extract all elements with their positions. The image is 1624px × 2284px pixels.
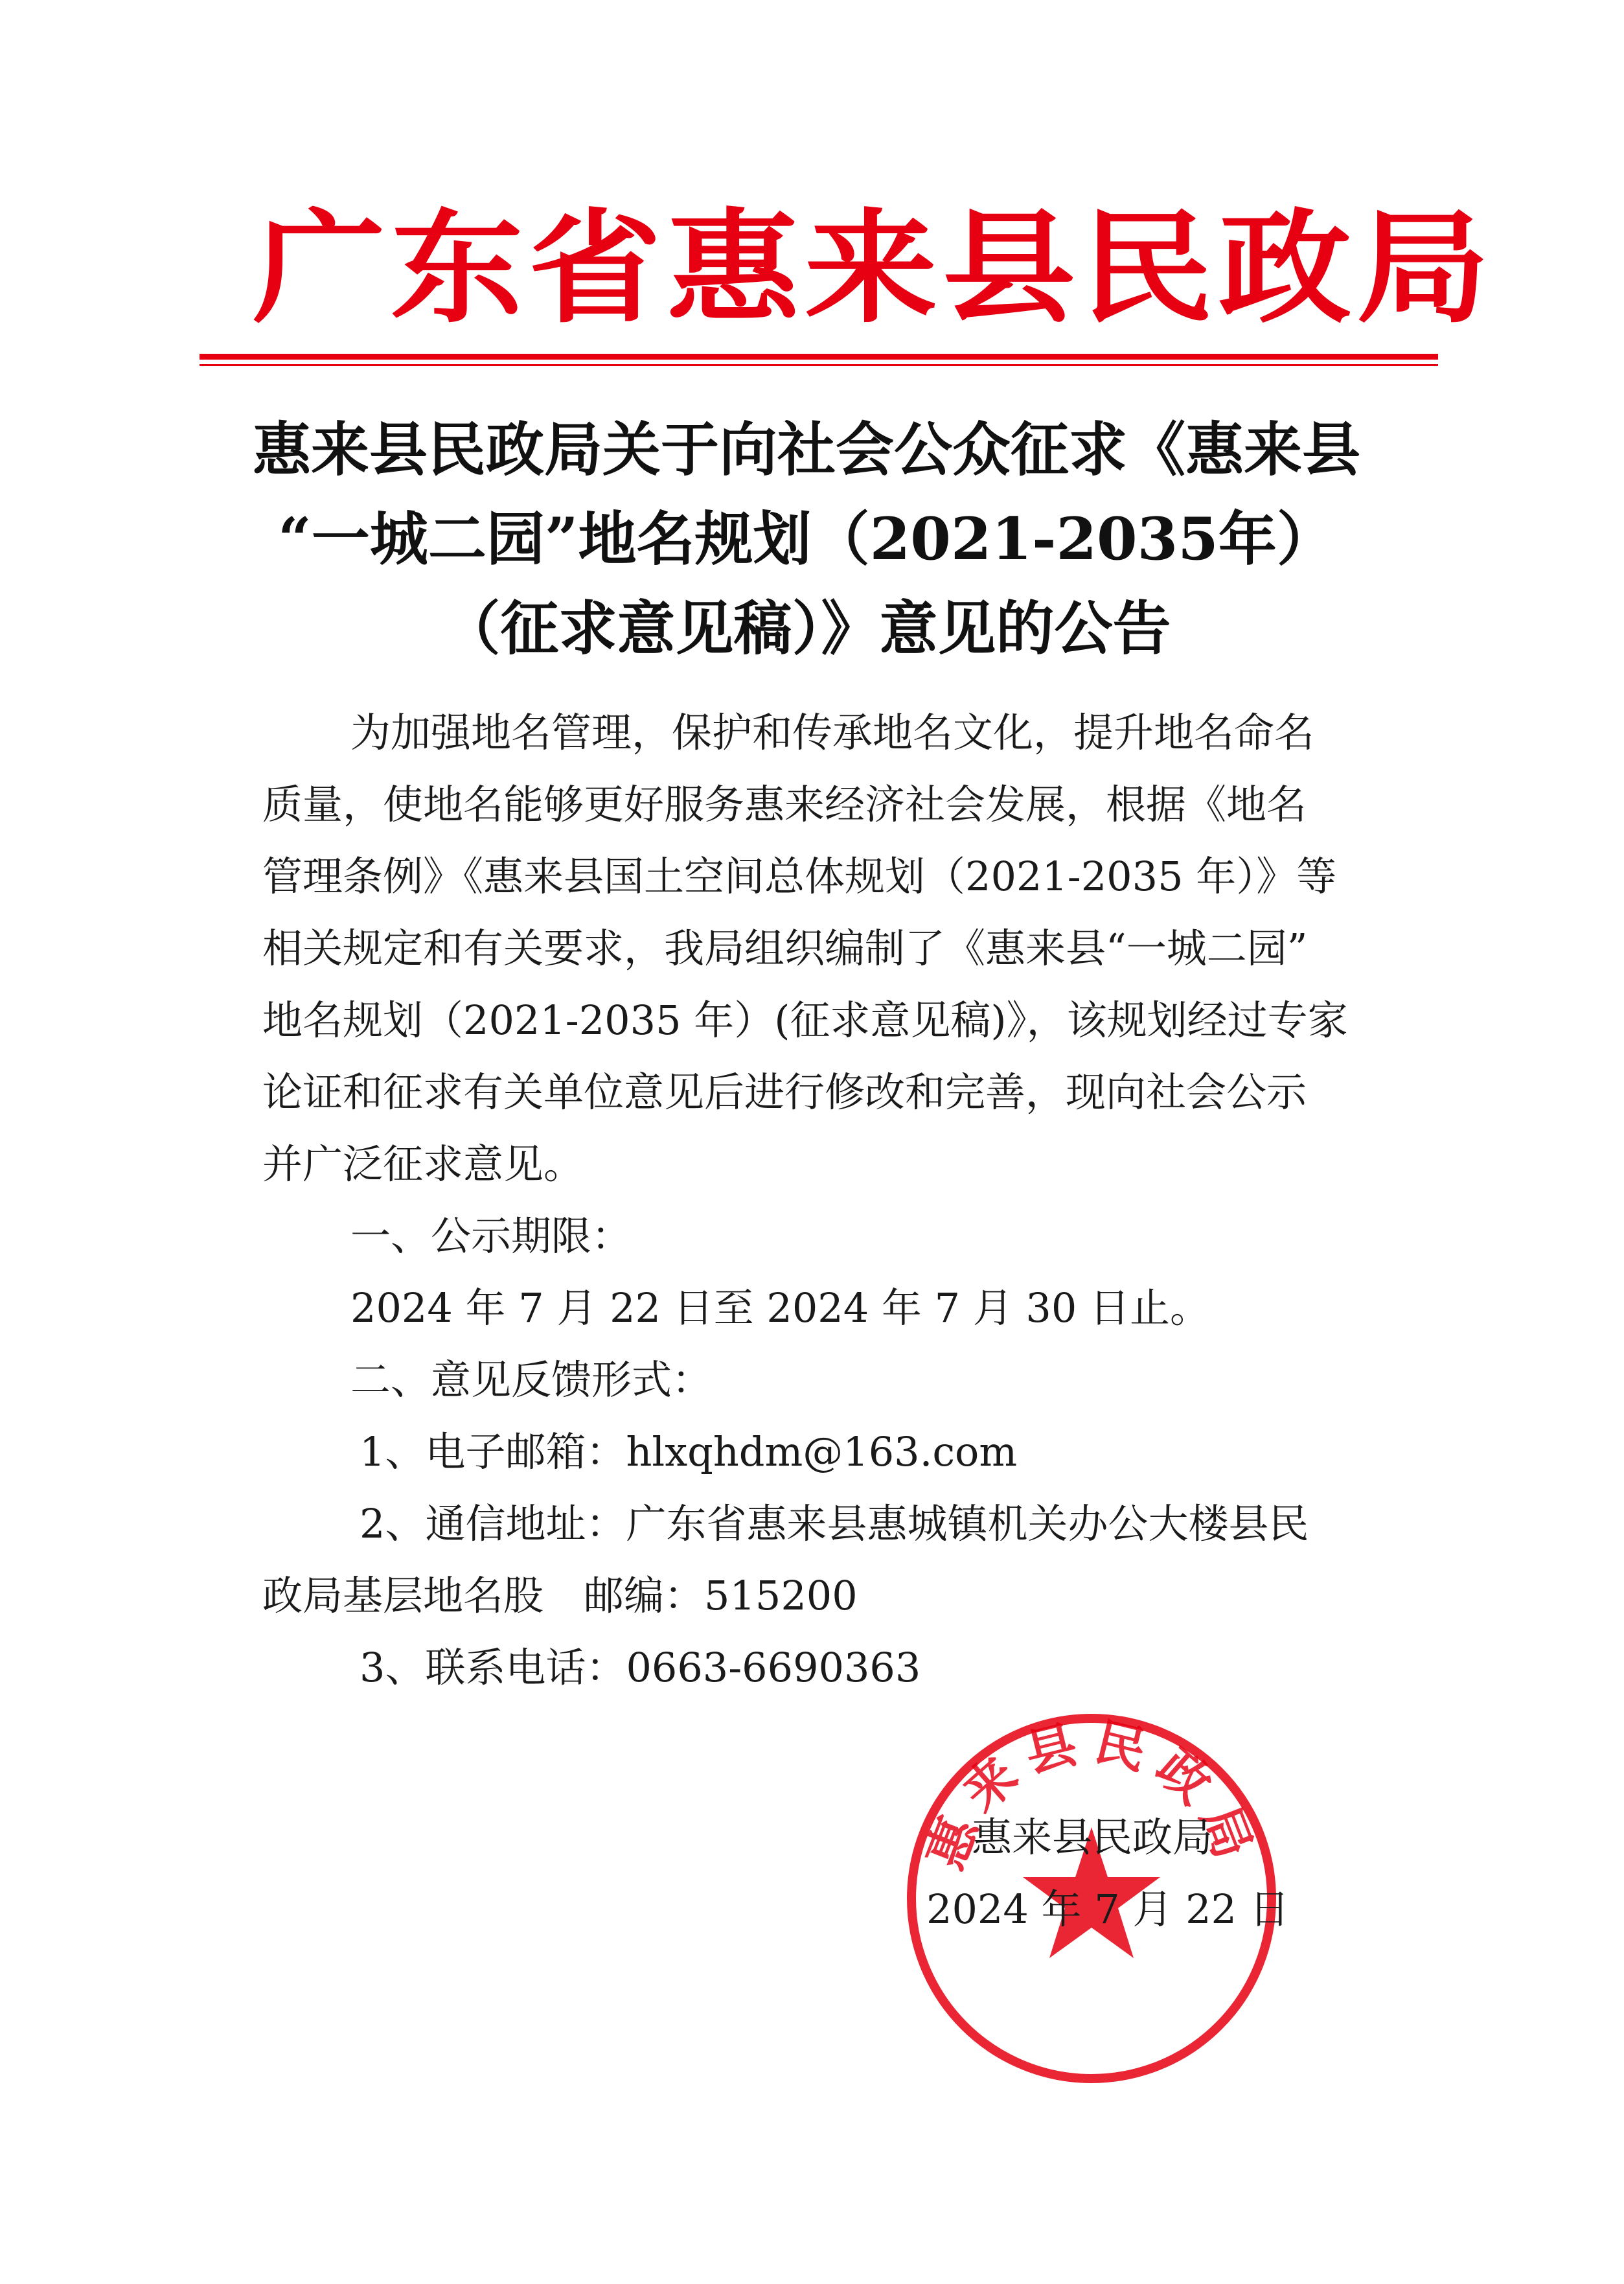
title-line-2: “一城二园”地名规划（2021-2035年） — [278, 505, 1335, 573]
signature-date: 2024 年 7 月 22 日 — [926, 1886, 1290, 1933]
phone-line: 3、联系电话：0663-6690363 — [360, 1644, 921, 1691]
letterhead-rule-thick — [200, 354, 1438, 360]
address-line-1: 2、通信地址：广东省惠来县惠城镇机关办公大楼县民 — [360, 1500, 1309, 1547]
intro-line-4: 相关规定和有关要求，我局组织编制了《惠来县“一城二园” — [262, 925, 1308, 972]
title-line-3: （征求意见稿）》意见的公告 — [442, 594, 1171, 663]
section1-heading: 一、公示期限： — [350, 1212, 632, 1260]
signature-block — [842, 1801, 1334, 1945]
section2-heading: 二、意见反馈形式： — [350, 1356, 713, 1403]
section1-content: 2024 年 7 月 22 日至 2024 年 7 月 30 日止。 — [350, 1284, 1211, 1332]
seal-text: 惠来县民政局 — [916, 1713, 1267, 1878]
intro-line-7: 并广泛征求意见。 — [262, 1140, 584, 1188]
letterhead-rule-thin — [200, 364, 1438, 366]
signature-org: 惠来县民政局 — [972, 1814, 1213, 1861]
email-line: 1、电子邮箱：hlxqhdm@163.com — [360, 1428, 1018, 1475]
notice-body — [262, 697, 1402, 1703]
intro-line-1: 为加强地名管理，保护和传承地名文化，提升地名命名 — [350, 709, 1315, 756]
letterhead-org-name: 广东省惠来县民政局 — [253, 198, 1494, 340]
title-line-1: 惠来县民政局关于向社会公众征求《惠来县 — [253, 415, 1360, 484]
intro-line-3: 管理条例》《惠来县国土空间总体规划（2021-2035 年）》等 — [262, 853, 1337, 900]
intro-line-2: 质量，使地名能够更好服务惠来经济社会发展，根据《地名 — [262, 781, 1307, 828]
intro-line-6: 论证和征求有关单位意见后进行修改和完善，现向社会公示 — [262, 1068, 1307, 1116]
notice-title — [214, 405, 1399, 673]
intro-line-5: 地名规划（2021-2035 年）(征求意见稿)》，该规划经过专家 — [262, 997, 1348, 1044]
address-line-2: 政局基层地名股 邮编：515200 — [262, 1572, 858, 1619]
